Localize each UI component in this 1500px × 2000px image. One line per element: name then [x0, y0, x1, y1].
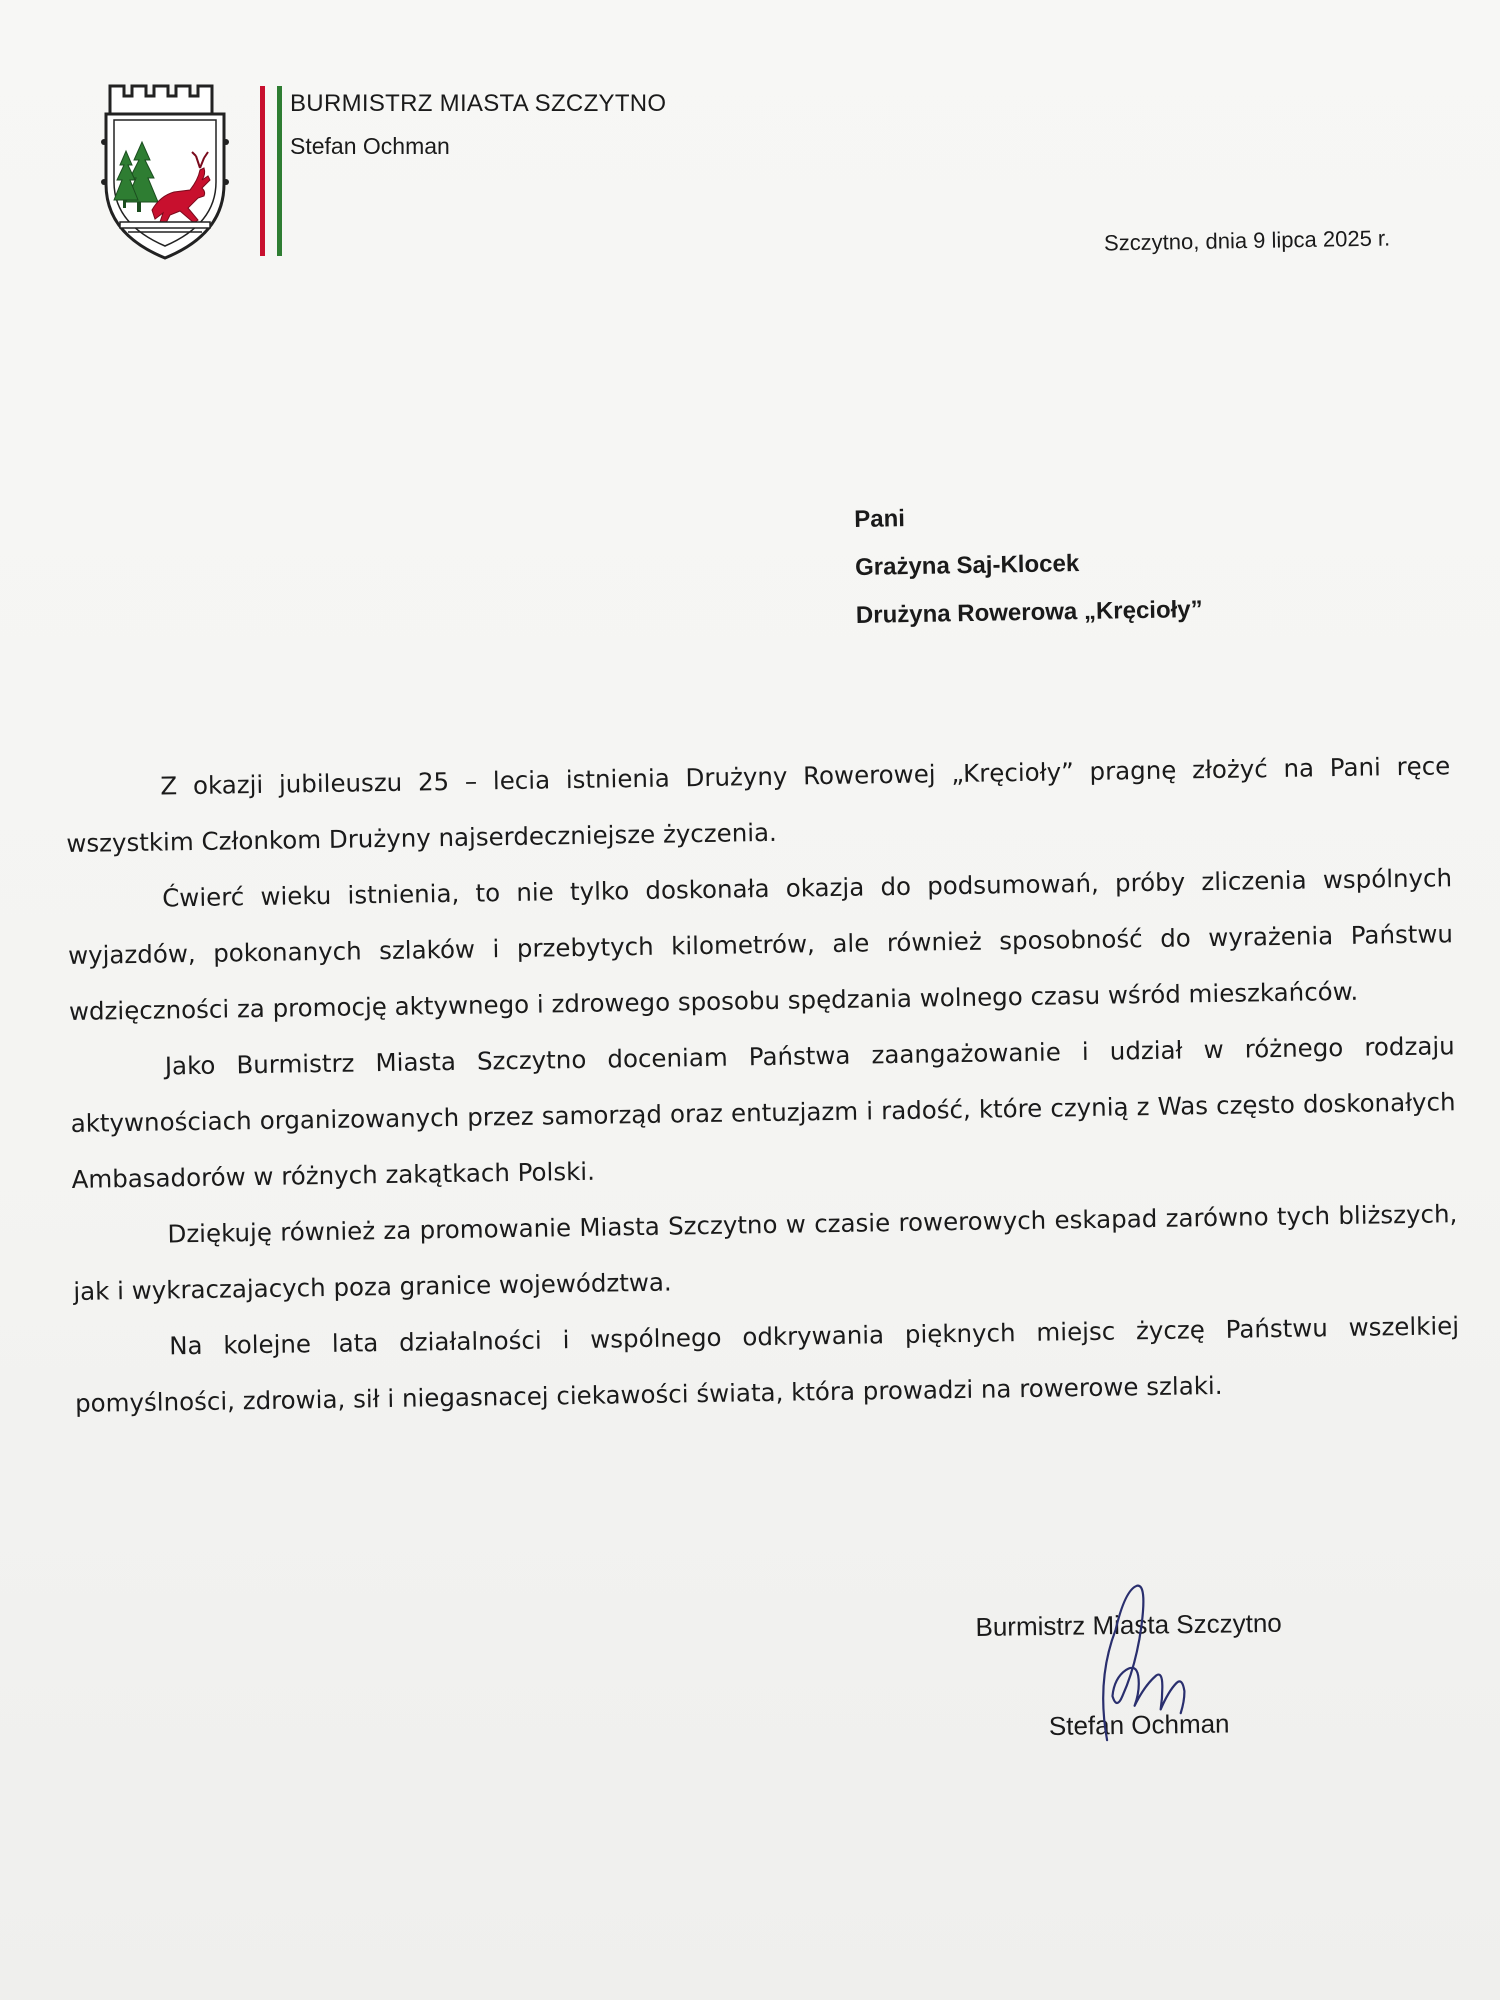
letterhead-text — [290, 88, 790, 162]
signature-name: Stefan Ochman — [1048, 1708, 1230, 1741]
body-paragraph: Z okazji jubileuszu 25 – lecia istnienia Drużyny Rowerowej „Kręcioły” pragnę złożyć na Pani ręce wszystkim Członkom Drużyny najserdeczniejsze życzenia. — [66, 751, 1451, 858]
body-paragraph: Jako Burmistrz Miasta Szczytno doceniam Państwa zaangażowanie i udział w różnego rodzaju aktywnościach organizowanych przez samorząd oraz entuzjazm i radość, które czynią z Was często doskonałych Ambasadorów w różnych zakątkach Polski. — [70, 1031, 1456, 1194]
recipient-salutation: Pani — [854, 505, 906, 533]
recipient-organization: Drużyna Rowerowa „Kręcioły” — [855, 595, 1203, 629]
signature-block — [975, 1586, 1377, 1762]
recipient-name: Grażyna Saj-Klocek — [854, 550, 1080, 581]
coat-of-arms-deer-icon — [100, 82, 230, 262]
letterhead — [100, 82, 800, 267]
body-paragraph: Dziękuję również za promowanie Miasta Szczytno w czasie rowerowych eskapad zarówno tych bliższych, jak i wykraczajacych poza granice województwa. — [73, 1199, 1458, 1306]
signature-title: Burmistrz Miasta Szczytno — [975, 1607, 1282, 1642]
letterhead-accent-bars — [260, 86, 290, 256]
letter-date: Szczytno, dnia 9 lipca 2025 r. — [1103, 225, 1391, 256]
green-accent-bar — [277, 86, 282, 256]
recipient-block — [854, 495, 1416, 649]
red-accent-bar — [260, 86, 265, 256]
letterhead-title: BURMISTRZ MIASTA SZCZYTNO — [290, 90, 667, 117]
letter-body — [65, 738, 1460, 1432]
body-paragraph: Ćwierć wieku istnienia, to nie tylko doskonała okazja do podsumowań, próby zliczenia wspólnych wyjazdów, pokonanych szlaków i przebytych kilometrów, ale również sposobność do wyrażenia Państwu wdzięczności za promocję aktywnego i zdrowego sposobu spędzania wolnego czasu wśród mieszkańców. — [67, 863, 1454, 1026]
body-paragraph: Na kolejne lata działalności i wspólnego odkrywania pięknych miejsc życzę Państwu wszelkiej pomyślności, zdrowia, sił i niegasnacej ciekawości świata, która prowadzi na rowerowe szlaki. — [74, 1311, 1460, 1418]
letterhead-name: Stefan Ochman — [290, 133, 450, 159]
